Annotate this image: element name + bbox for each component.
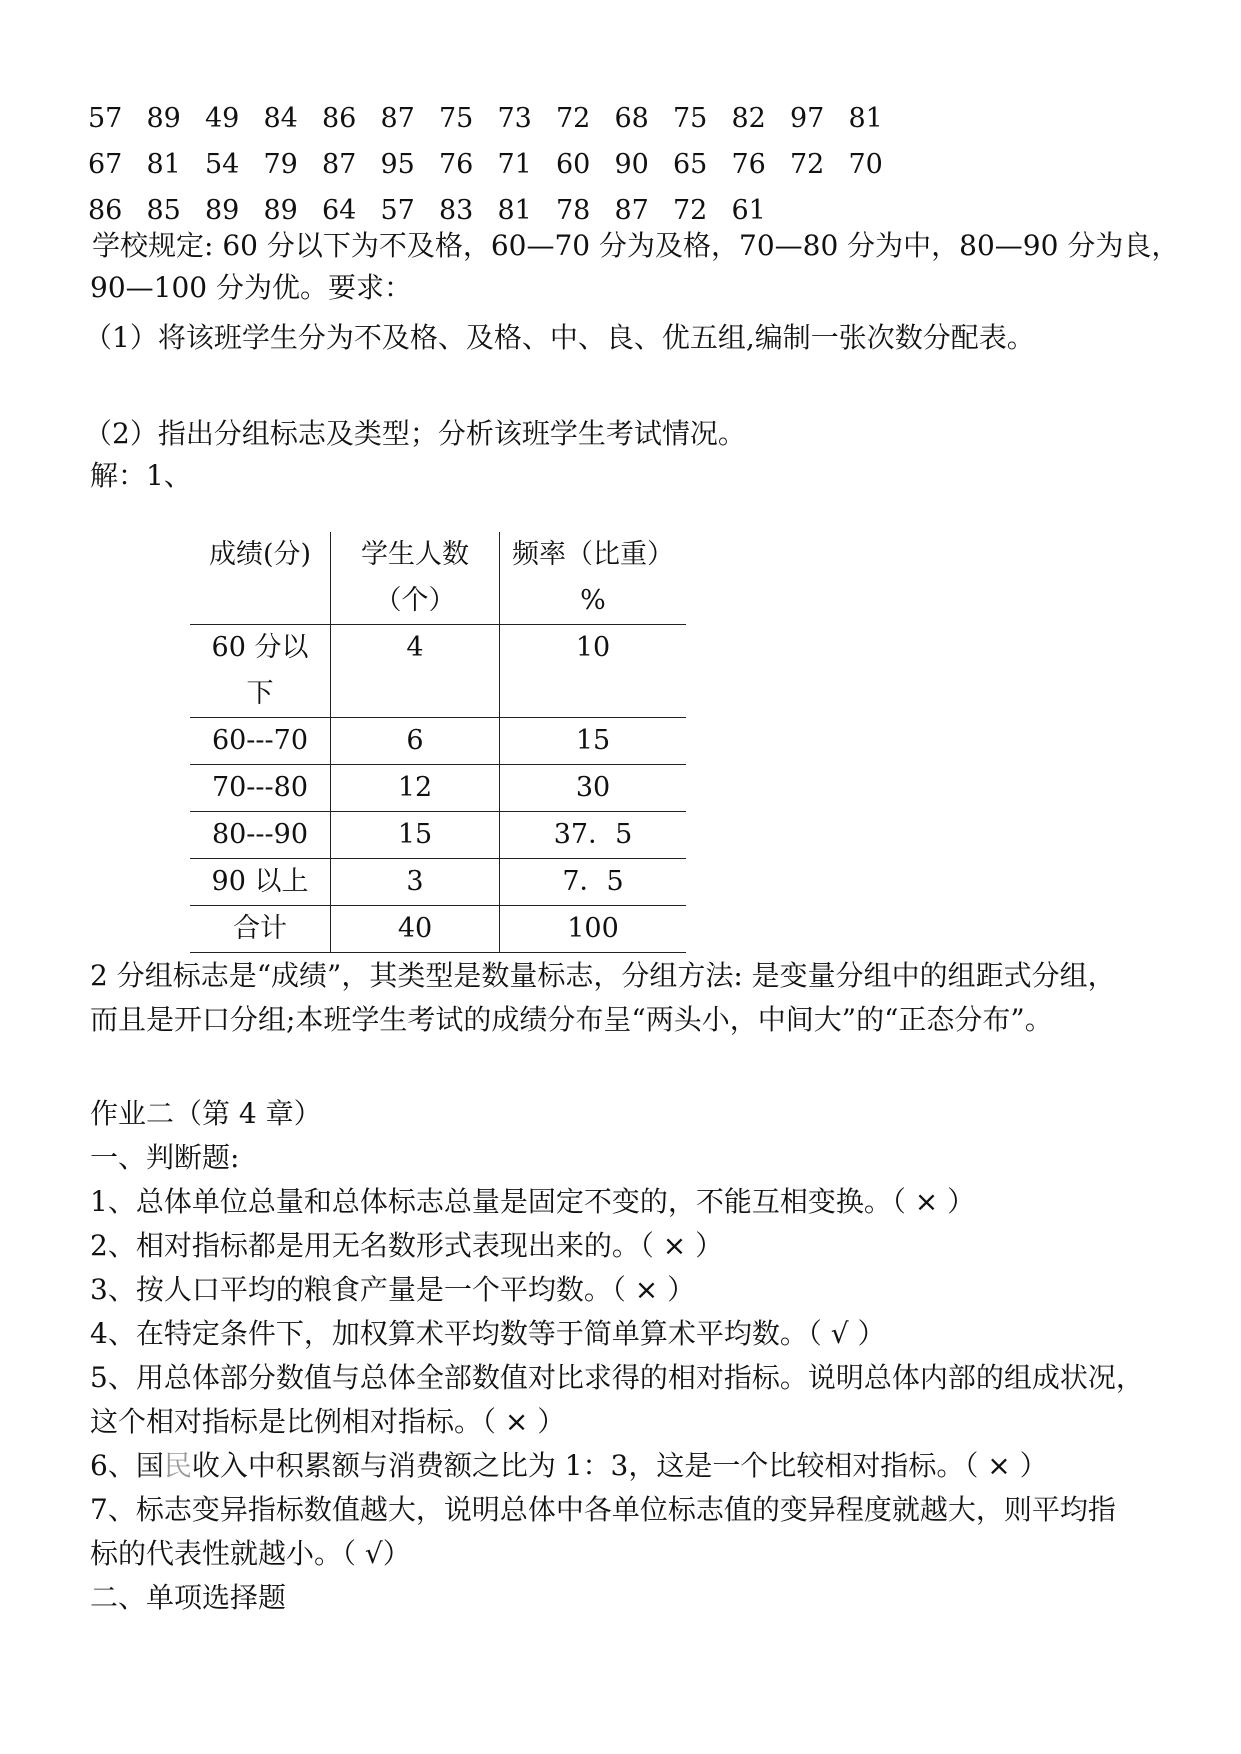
- score-value: 76: [439, 149, 474, 180]
- cross-mark: ×: [662, 1229, 687, 1262]
- score-value: 60: [556, 149, 591, 180]
- check-mark: √: [830, 1317, 849, 1350]
- table-cell: 15: [500, 718, 687, 765]
- score-value: 71: [497, 149, 532, 180]
- score-value: 95: [380, 149, 415, 180]
- score-value: 61: [731, 195, 766, 226]
- score-value: 86: [88, 195, 123, 226]
- score-value: 84: [263, 103, 298, 134]
- answer-2-line-1: 2 分组标志是“成绩”，其类型是数量标志，分组方法: 是变量分组中的组距式分组，: [90, 959, 1116, 992]
- table-cell: 100: [500, 906, 687, 953]
- score-list: [88, 96, 907, 234]
- score-value: 65: [673, 149, 708, 180]
- rule-text-line-1: 学校规定: 60 分以下为不及格，60—70 分为及格，70—80 分为中，80—90 分为良，: [92, 229, 1180, 262]
- header-frequency: 频率（比重） %: [500, 532, 687, 625]
- score-row: [88, 142, 907, 188]
- score-value: 83: [439, 195, 474, 226]
- rule-text-line-2: 90—100 分为优。要求：: [90, 271, 412, 304]
- table-cell: 70---80: [190, 765, 331, 812]
- table-total-row: [190, 906, 686, 953]
- section-title-judgment: 一、判断题:: [90, 1141, 240, 1174]
- frequency-table: [190, 532, 686, 953]
- header-count: 学生人数 （个）: [331, 532, 500, 625]
- score-value: 57: [88, 103, 123, 134]
- score-value: 79: [263, 149, 298, 180]
- requirement-1: （1）将该班学生分为不及格、及格、中、良、优五组,编制一张次数分配表。: [84, 321, 1035, 354]
- table-cell: 80---90: [190, 812, 331, 859]
- score-value: 49: [205, 103, 240, 134]
- table-cell: 合计: [190, 906, 331, 953]
- score-value: 90: [614, 149, 649, 180]
- table-cell: 37．5: [500, 812, 687, 859]
- cross-mark: ×: [634, 1273, 659, 1306]
- score-value: 89: [263, 195, 298, 226]
- judgment-item-5-line-1: 5、用总体部分数值与总体全部数值对比求得的相对指标。说明总体内部的组成状况，: [90, 1361, 1144, 1394]
- table-cell: 6: [331, 718, 500, 765]
- table-cell: 3: [331, 859, 500, 906]
- judgment-item-7-line-2: 标的代表性就越小。（ √）: [90, 1537, 411, 1570]
- judgment-item-5-line-2: 这个相对指标是比例相对指标。（ × ）: [90, 1405, 566, 1438]
- score-value: 81: [497, 195, 532, 226]
- solution-label: 解：1、: [90, 459, 192, 492]
- score-value: 70: [848, 149, 883, 180]
- table-cell: 15: [331, 812, 500, 859]
- score-value: 75: [673, 103, 708, 134]
- score-value: 81: [848, 103, 883, 134]
- table-row: [190, 859, 686, 906]
- score-value: 87: [322, 149, 357, 180]
- judgment-item: 4、在特定条件下，加权算术平均数等于简单算术平均数。（ √ ）: [90, 1317, 886, 1350]
- header-score: 成绩(分): [190, 532, 331, 625]
- answer-2-line-2: 而且是开口分组;本班学生考试的成绩分布呈“两头小，中间大”的“正态分布”。: [90, 1003, 1053, 1036]
- table-cell: 7．5: [500, 859, 687, 906]
- table-cell: 60 分以 下: [190, 625, 331, 718]
- judgment-item: 1、总体单位总量和总体标志总量是固定不变的，不能互相变换。（ × ）: [90, 1185, 976, 1218]
- check-mark: √: [364, 1537, 383, 1570]
- score-value: 87: [614, 195, 649, 226]
- table-cell: 90 以上: [190, 859, 331, 906]
- score-value: 81: [146, 149, 181, 180]
- judgment-item: 3、按人口平均的粮食产量是一个平均数。（ × ）: [90, 1273, 696, 1306]
- score-value: 87: [380, 103, 415, 134]
- score-row: [88, 96, 907, 142]
- table-row: [190, 718, 686, 765]
- score-value: 75: [439, 103, 474, 134]
- score-value: 85: [146, 195, 181, 226]
- score-value: 76: [731, 149, 766, 180]
- table-cell: 30: [500, 765, 687, 812]
- cross-mark: ×: [504, 1405, 529, 1438]
- table-cell: 60---70: [190, 718, 331, 765]
- cross-mark: ×: [914, 1185, 939, 1218]
- table-cell: 12: [331, 765, 500, 812]
- table-row: [190, 625, 686, 718]
- table-header-row: [190, 532, 686, 625]
- section-title-single-choice: 二、单项选择题: [90, 1581, 287, 1614]
- score-value: 72: [790, 149, 825, 180]
- table-row: [190, 812, 686, 859]
- judgment-item-7-line-1: 7、标志变异指标数值越大，说明总体中各单位标志值的变异程度就越大，则平均指: [90, 1493, 1116, 1526]
- judgment-item: 2、相对指标都是用无名数形式表现出来的。（ × ）: [90, 1229, 724, 1262]
- score-value: 68: [614, 103, 649, 134]
- score-value: 67: [88, 149, 123, 180]
- table-cell: 10: [500, 625, 687, 718]
- score-value: 89: [146, 103, 181, 134]
- table-row: [190, 765, 686, 812]
- judgment-item-6: 6、国民收入中积累额与消费额之比为 1：3，这是一个比较相对指标。（ × ）: [90, 1449, 1048, 1482]
- score-value: 82: [731, 103, 766, 134]
- table-cell: 40: [331, 906, 500, 953]
- score-value: 54: [205, 149, 240, 180]
- score-value: 64: [322, 195, 357, 226]
- requirement-2: （2）指出分组标志及类型；分析该班学生考试情况。: [84, 417, 746, 450]
- cross-mark: ×: [987, 1449, 1011, 1482]
- score-value: 89: [205, 195, 240, 226]
- homework-title: 作业二（第 4 章）: [90, 1097, 322, 1130]
- score-value: 97: [790, 103, 825, 134]
- score-value: 78: [556, 195, 591, 226]
- score-value: 73: [497, 103, 532, 134]
- score-value: 72: [673, 195, 708, 226]
- score-value: 86: [322, 103, 357, 134]
- table-cell: 4: [331, 625, 500, 718]
- score-value: 72: [556, 103, 591, 134]
- score-value: 57: [380, 195, 415, 226]
